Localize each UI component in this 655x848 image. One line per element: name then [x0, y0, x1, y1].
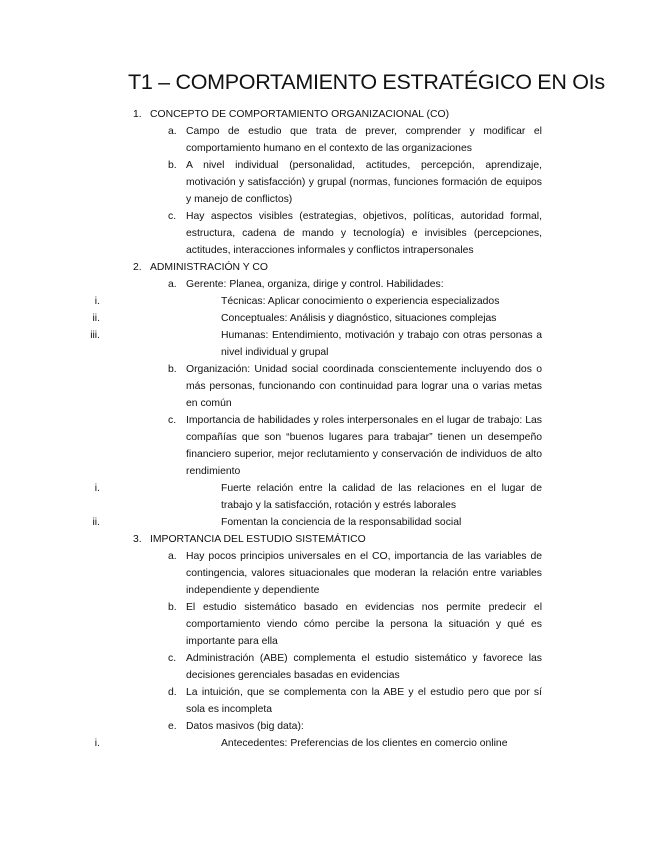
- list-item-text: Importancia de habilidades y roles interpersonales en el lugar de trabajo: Las compañías que son “buenos lugares para trabajar” tienen un desempeño financiero superior, mejor reclutamiento y conservación de individuos de alto rendimiento: [186, 415, 542, 477]
- sub-list-item-text: Humanas: Entendimiento, motivación y trabajo con otras personas a nivel individual y grupal: [221, 330, 542, 358]
- list-item-text: Administración (ABE) complementa el estudio sistemático y favorece las decisiones gerenciales basadas en evidencias: [186, 653, 542, 681]
- sub-list-item: [0, 293, 542, 310]
- list-item: [0, 208, 542, 259]
- section-heading: CONCEPTO DE COMPORTAMIENTO ORGANIZACIONAL (CO): [150, 109, 450, 120]
- list-item-text: A nivel individual (personalidad, actitudes, percepción, aprendizaje, motivación y satisfacción) y grupal (normas, funciones formación de equipos y manejo de conflictos): [186, 160, 542, 205]
- list-marker: iii.: [90, 330, 100, 341]
- list-item: [0, 684, 542, 718]
- sub-list-item: [0, 327, 542, 361]
- list-marker: i.: [94, 738, 100, 749]
- list-marker: d.: [168, 687, 177, 698]
- list-item: [0, 123, 542, 157]
- sub-list-item-text: Fuerte relación entre la calidad de las relaciones en el lugar de trabajo y la satisfacción, rotación y estrés laborales: [221, 483, 542, 511]
- list-marker: c.: [168, 415, 177, 426]
- section-3-heading: [0, 531, 542, 548]
- list-marker: 3.: [133, 534, 142, 545]
- section-1-heading: [0, 106, 542, 123]
- list-marker: c.: [168, 653, 177, 664]
- section-2-heading: [0, 259, 542, 276]
- list-item-text: Datos masivos (big data):: [186, 721, 304, 732]
- list-item: [0, 276, 542, 293]
- list-item-text: Campo de estudio que trata de prever, comprender y modificar el comportamiento humano en el contexto de las organizaciones: [186, 126, 542, 154]
- list-item: [0, 361, 542, 412]
- list-item: [0, 599, 542, 650]
- sub-list-item: [0, 480, 542, 514]
- list-marker: b.: [168, 364, 177, 375]
- list-marker: 1.: [133, 109, 142, 120]
- list-item: [0, 412, 542, 480]
- list-item-text: El estudio sistemático basado en evidencias nos permite predecir el comportamiento viendo cómo percibe la persona la situación y qué es importante para ella: [186, 602, 542, 647]
- list-marker: a.: [168, 279, 177, 290]
- sub-list-item: [0, 735, 542, 752]
- list-item-text: Hay aspectos visibles (estrategias, objetivos, políticas, autoridad formal, estructura, cadena de mando y tecnología) e invisibles (percepciones, actitudes, interacciones informales y conflictos intrapersonales: [186, 211, 542, 256]
- list-marker: a.: [168, 126, 177, 137]
- sub-list-item-text: Antecedentes: Preferencias de los clientes en comercio online: [221, 738, 508, 749]
- list-marker: i.: [94, 483, 100, 494]
- sub-list-item: [0, 514, 542, 531]
- list-item: [0, 548, 542, 599]
- list-marker: ii.: [92, 313, 100, 324]
- list-marker: a.: [168, 551, 177, 562]
- list-marker: c.: [168, 211, 177, 222]
- sub-list-item-text: Fomentan la conciencia de la responsabilidad social: [221, 517, 462, 528]
- sub-list-item-text: Conceptuales: Análisis y diagnóstico, situaciones complejas: [221, 313, 497, 324]
- sub-list-item-text: Técnicas: Aplicar conocimiento o experiencia especializados: [221, 296, 500, 307]
- list-marker: ii.: [92, 517, 100, 528]
- sub-list-item: [0, 310, 542, 327]
- list-item-text: Gerente: Planea, organiza, dirige y control. Habilidades:: [186, 279, 444, 290]
- list-marker: b.: [168, 160, 177, 171]
- section-heading: ADMINISTRACIÓN Y CO: [150, 262, 268, 273]
- list-item: [0, 157, 542, 208]
- page-title: T1 – COMPORTAMIENTO ESTRATÉGICO EN OIs: [128, 70, 605, 94]
- list-item-text: Hay pocos principios universales en el CO, importancia de las variables de contingencia, valores situacionales que moderan la relación entre variables independiente y dependiente: [186, 551, 542, 596]
- section-heading: IMPORTANCIA DEL ESTUDIO SISTEMÁTICO: [150, 534, 366, 545]
- list-marker: e.: [168, 721, 177, 732]
- list-item: [0, 650, 542, 684]
- document-body: [0, 106, 655, 752]
- list-item: [0, 718, 542, 735]
- list-marker: 2.: [133, 262, 142, 273]
- list-marker: b.: [168, 602, 177, 613]
- list-item-text: La intuición, que se complementa con la ABE y el estudio pero que por sí sola es incompleta: [186, 687, 542, 715]
- list-item-text: Organización: Unidad social coordinada conscientemente incluyendo dos o más personas, funcionando con continuidad para lograr una o varias metas en común: [186, 364, 542, 409]
- list-marker: i.: [94, 296, 100, 307]
